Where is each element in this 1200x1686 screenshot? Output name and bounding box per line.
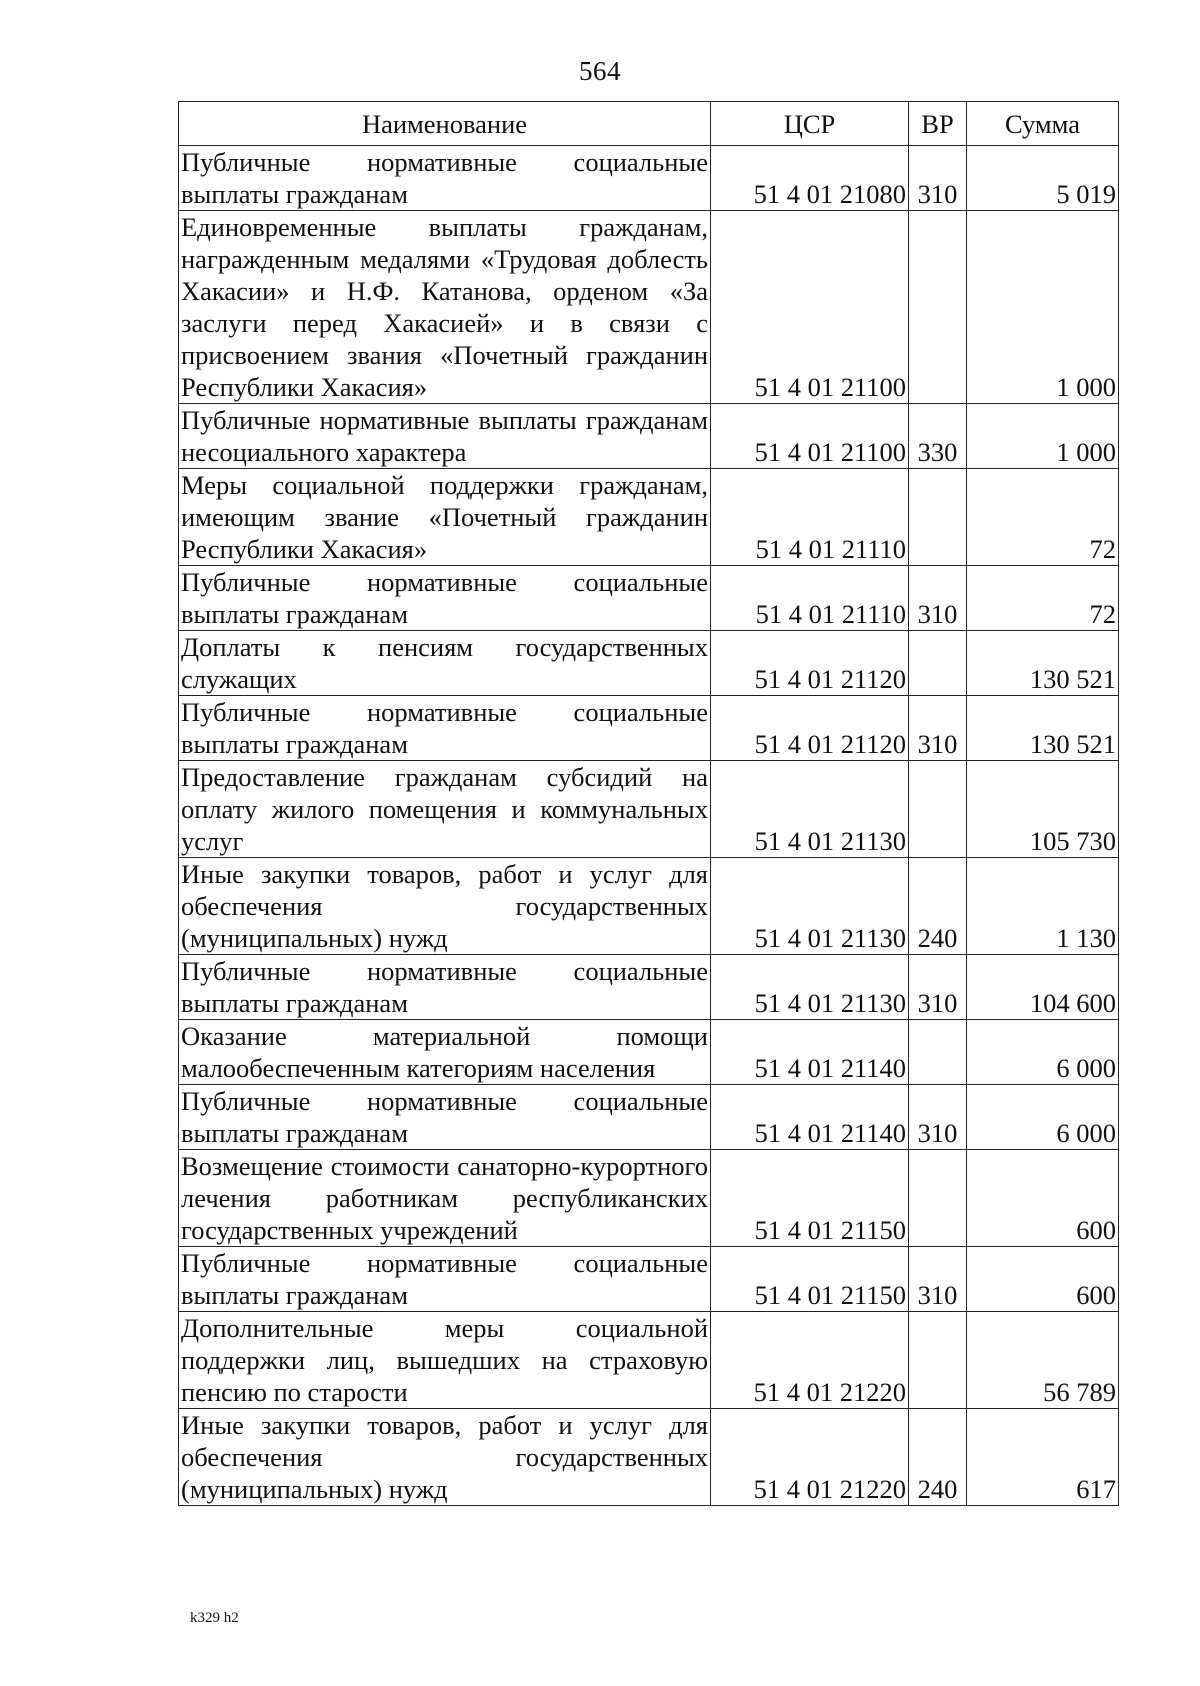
- cell-csr: 51 4 01 21150: [711, 1247, 909, 1312]
- cell-csr: 51 4 01 21220: [711, 1312, 909, 1409]
- table-body: [179, 146, 1119, 1506]
- cell-vr: 310: [909, 696, 967, 761]
- table-row: [179, 696, 1119, 761]
- table-row: [179, 1247, 1119, 1312]
- table-row: [179, 146, 1119, 211]
- cell-sum: 104 600: [967, 955, 1119, 1020]
- header-sum: Сумма: [967, 102, 1119, 146]
- cell-sum: 1 000: [967, 404, 1119, 469]
- cell-vr: 240: [909, 1409, 967, 1506]
- cell-sum: 6 000: [967, 1085, 1119, 1150]
- cell-vr: 330: [909, 404, 967, 469]
- cell-csr: 51 4 01 21140: [711, 1020, 909, 1085]
- cell-name: Дополнительные меры социальной поддержки лиц, вышедших на страховую пенсию по старости: [179, 1312, 711, 1409]
- cell-vr: 310: [909, 146, 967, 211]
- cell-sum: 5 019: [967, 146, 1119, 211]
- footer-code: k329 h2: [190, 1610, 239, 1626]
- cell-csr: 51 4 01 21140: [711, 1085, 909, 1150]
- table-row: [179, 211, 1119, 404]
- cell-csr: 51 4 01 21120: [711, 696, 909, 761]
- cell-vr: [909, 469, 967, 566]
- cell-sum: 130 521: [967, 631, 1119, 696]
- cell-csr: 51 4 01 21220: [711, 1409, 909, 1506]
- table-row: [179, 955, 1119, 1020]
- cell-name: Публичные нормативные социальные выплаты гражданам: [179, 1085, 711, 1150]
- cell-name: Иные закупки товаров, работ и услуг для обеспечения государственных (муниципальных) нужд: [179, 858, 711, 955]
- cell-vr: 310: [909, 566, 967, 631]
- cell-sum: 56 789: [967, 1312, 1119, 1409]
- cell-csr: 51 4 01 21120: [711, 631, 909, 696]
- header-vr: ВР: [909, 102, 967, 146]
- cell-csr: 51 4 01 21110: [711, 566, 909, 631]
- table-row: [179, 566, 1119, 631]
- table-row: [179, 858, 1119, 955]
- cell-name: Единовременные выплаты гражданам, награжденным медалями «Трудовая доблесть Хакасии» и Н.Ф. Катанова, орденом «За заслуги перед Хакасией» и в связи с присвоением звания «Почетный гражданин Республики Хакасия»: [179, 211, 711, 404]
- cell-sum: 600: [967, 1247, 1119, 1312]
- header-csr: ЦСР: [711, 102, 909, 146]
- table-row: [179, 1150, 1119, 1247]
- table-row: [179, 1085, 1119, 1150]
- cell-csr: 51 4 01 21130: [711, 955, 909, 1020]
- cell-csr: 51 4 01 21130: [711, 858, 909, 955]
- cell-csr: 51 4 01 21100: [711, 404, 909, 469]
- cell-sum: 600: [967, 1150, 1119, 1247]
- cell-name: Публичные нормативные социальные выплаты гражданам: [179, 955, 711, 1020]
- cell-vr: 310: [909, 1247, 967, 1312]
- cell-vr: [909, 761, 967, 858]
- cell-sum: 1 000: [967, 211, 1119, 404]
- page-number: 564: [579, 56, 621, 86]
- table-row: [179, 1409, 1119, 1506]
- cell-name: Иные закупки товаров, работ и услуг для обеспечения государственных (муниципальных) нужд: [179, 1409, 711, 1506]
- cell-csr: 51 4 01 21150: [711, 1150, 909, 1247]
- cell-sum: 72: [967, 469, 1119, 566]
- cell-vr: 310: [909, 955, 967, 1020]
- cell-name: Публичные нормативные выплаты гражданам несоциального характера: [179, 404, 711, 469]
- cell-vr: 310: [909, 1085, 967, 1150]
- table-row: [179, 761, 1119, 858]
- cell-csr: 51 4 01 21110: [711, 469, 909, 566]
- cell-csr: 51 4 01 21080: [711, 146, 909, 211]
- cell-name: Публичные нормативные социальные выплаты гражданам: [179, 146, 711, 211]
- table-row: [179, 469, 1119, 566]
- table-header-row: [179, 102, 1119, 146]
- table-row: [179, 631, 1119, 696]
- cell-name: Публичные нормативные социальные выплаты гражданам: [179, 696, 711, 761]
- cell-name: Меры социальной поддержки гражданам, имеющим звание «Почетный гражданин Республики Хакасия»: [179, 469, 711, 566]
- cell-sum: 617: [967, 1409, 1119, 1506]
- cell-vr: [909, 1020, 967, 1085]
- cell-name: Предоставление гражданам субсидий на оплату жилого помещения и коммунальных услуг: [179, 761, 711, 858]
- budget-table: [178, 101, 1119, 1506]
- cell-vr: 240: [909, 858, 967, 955]
- cell-name: Оказание материальной помощи малообеспеченным категориям населения: [179, 1020, 711, 1085]
- cell-vr: [909, 631, 967, 696]
- cell-csr: 51 4 01 21100: [711, 211, 909, 404]
- table-row: [179, 1020, 1119, 1085]
- table-row: [179, 404, 1119, 469]
- cell-name: Публичные нормативные социальные выплаты гражданам: [179, 566, 711, 631]
- cell-sum: 105 730: [967, 761, 1119, 858]
- cell-sum: 6 000: [967, 1020, 1119, 1085]
- cell-vr: [909, 211, 967, 404]
- cell-name: Доплаты к пенсиям государственных служащих: [179, 631, 711, 696]
- cell-vr: [909, 1312, 967, 1409]
- cell-csr: 51 4 01 21130: [711, 761, 909, 858]
- cell-sum: 72: [967, 566, 1119, 631]
- cell-sum: 130 521: [967, 696, 1119, 761]
- cell-sum: 1 130: [967, 858, 1119, 955]
- cell-name: Возмещение стоимости санаторно-курортного лечения работникам республиканских государственных учреждений: [179, 1150, 711, 1247]
- header-name: Наименование: [179, 102, 711, 146]
- cell-name: Публичные нормативные социальные выплаты гражданам: [179, 1247, 711, 1312]
- cell-vr: [909, 1150, 967, 1247]
- table-row: [179, 1312, 1119, 1409]
